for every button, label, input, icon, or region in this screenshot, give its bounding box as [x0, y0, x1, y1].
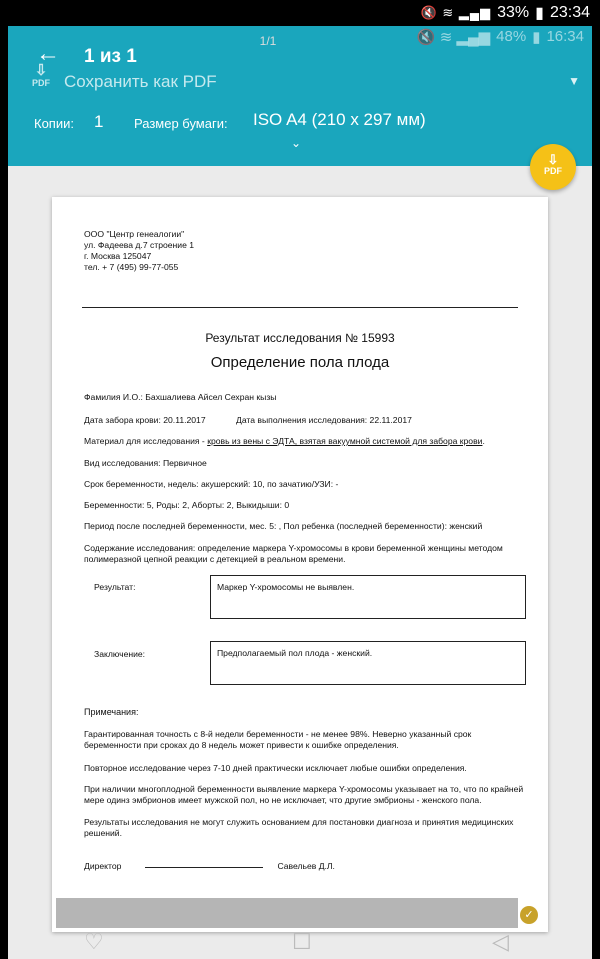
document-subtitle: Определение пола плода: [210, 354, 390, 371]
inner-clock: 16:34: [546, 28, 584, 45]
battery-icon: ▮: [535, 5, 544, 22]
company-line: г. Москва 125047: [84, 251, 152, 261]
director-label: Директор: [84, 861, 122, 871]
paper-size-value[interactable]: ISO A4 (210 x 297 мм): [253, 110, 426, 129]
result-label: Результат:: [94, 582, 136, 592]
clock: 23:34: [549, 4, 590, 21]
save-pdf-icon[interactable]: ⇩ PDF: [26, 64, 56, 96]
paper-size-label: Размер бумаги:: [134, 116, 228, 131]
material-value: кровь из вены с ЭДТА, взятая вакуумной системой для забора крови: [207, 436, 483, 446]
material: [84, 436, 485, 446]
back-arrow-icon[interactable]: ←: [36, 40, 60, 67]
copies-label: Копии:: [34, 116, 74, 131]
inner-status-icons: 🔇 ≋ ▂▄▆: [416, 29, 491, 46]
comment-icon[interactable]: ☐: [292, 929, 312, 954]
signature-row: [84, 861, 335, 871]
patient-name: Фамилия И.О.: Бахшалиева Айсел Сехран кызы: [84, 392, 277, 402]
divider: [82, 307, 518, 308]
study-content: Содержание исследования: определение маркера Y-хромосомы в крови беременной женщины методом полимеразной цепной реакции с детекцией в реальном времени.: [84, 543, 503, 564]
note-item: Результаты исследования не могут служить основанием для постановки диагноза и принятия медицинских решений.: [84, 817, 514, 838]
status-bar: [0, 0, 600, 26]
document-page: [52, 197, 548, 932]
download-pdf-button[interactable]: [530, 144, 576, 190]
download-pdf-label: PDF: [544, 166, 562, 176]
company-line: ООО "Центр генеалогии": [84, 229, 185, 239]
page-indicator-bar: [56, 898, 518, 928]
conclusion-label: Заключение:: [94, 649, 146, 659]
status-icons: 🔇 ≋ ▂▄▆: [420, 5, 492, 20]
print-preview-screen: [8, 26, 592, 959]
page-indicator: 1/1: [259, 34, 277, 48]
notes-title: Примечания:: [84, 707, 139, 717]
megaphone-icon[interactable]: ◁: [492, 929, 509, 954]
conclusion-value: Предполагаемый пол плода - женский.: [217, 648, 373, 658]
dropdown-arrow-icon[interactable]: ▼: [568, 74, 580, 88]
document-title: Результат исследования № 15993: [205, 331, 395, 345]
expand-options-icon[interactable]: ⌄: [291, 136, 302, 150]
execution-date: Дата выполнения исследования: 22.11.2017: [236, 415, 412, 425]
printer-select[interactable]: Сохранить как PDF: [64, 72, 217, 91]
download-icon: ⇩: [547, 152, 559, 167]
company-line: тел. + 7 (495) 99-77-055: [84, 262, 179, 272]
collection-date: Дата забора крови: 20.11.2017: [84, 415, 206, 425]
result-box: [210, 575, 526, 619]
copies-value[interactable]: 1: [94, 112, 104, 131]
inner-battery-level: 48%: [496, 28, 527, 45]
conclusion-box: [210, 641, 526, 685]
material-suffix: .: [482, 436, 485, 446]
heart-icon[interactable]: ♡: [84, 929, 104, 954]
period-after-pregnancy: Период после последней беременности, мес. 5: , Пол ребенка (последней беременности): женский: [84, 521, 483, 531]
pregnancies-count: Беременности: 5, Роды: 2, Аборты: 2, Выкидыши: 0: [84, 500, 290, 510]
note-item: Гарантированная точность с 8-й недели беременности - не менее 98%. Неверно указанный срок беременности при сроках до 8 недель может привести к ошибке определения.: [84, 729, 472, 750]
page-selected-check-icon[interactable]: ✓: [520, 906, 538, 924]
company-info: [84, 229, 194, 273]
result-value: Маркер Y-хромосомы не выявлен.: [217, 582, 355, 592]
director-name: Савельев Д.Л.: [277, 861, 335, 871]
inner-battery-icon: ▮: [532, 29, 541, 46]
study-type: Вид исследования: Первичное: [84, 458, 207, 468]
page-count: 1 из 1: [84, 46, 137, 67]
bottom-nav: [8, 929, 592, 959]
save-pdf-icon-text: PDF: [32, 78, 50, 88]
material-prefix: Материал для исследования -: [84, 436, 208, 446]
battery-level: 33%: [497, 4, 530, 21]
note-item: Повторное исследование через 7-10 дней практически исключает любые ошибки определения.: [84, 763, 467, 773]
note-item: При наличии многоплодной беременности выявление маркера Y-хромосомы указывает на то, что по крайней мере одинз эмбрионов имеет мужской пол, но не исключает, что другие эмбрионы - женского пола.: [84, 784, 524, 805]
pregnancy-term: Срок беременности, недель: акушерский: 10, по зачатию/УЗИ: -: [84, 479, 339, 489]
company-line: ул. Фадеева д.7 строение 1: [84, 240, 195, 250]
signature-line: [145, 867, 263, 868]
